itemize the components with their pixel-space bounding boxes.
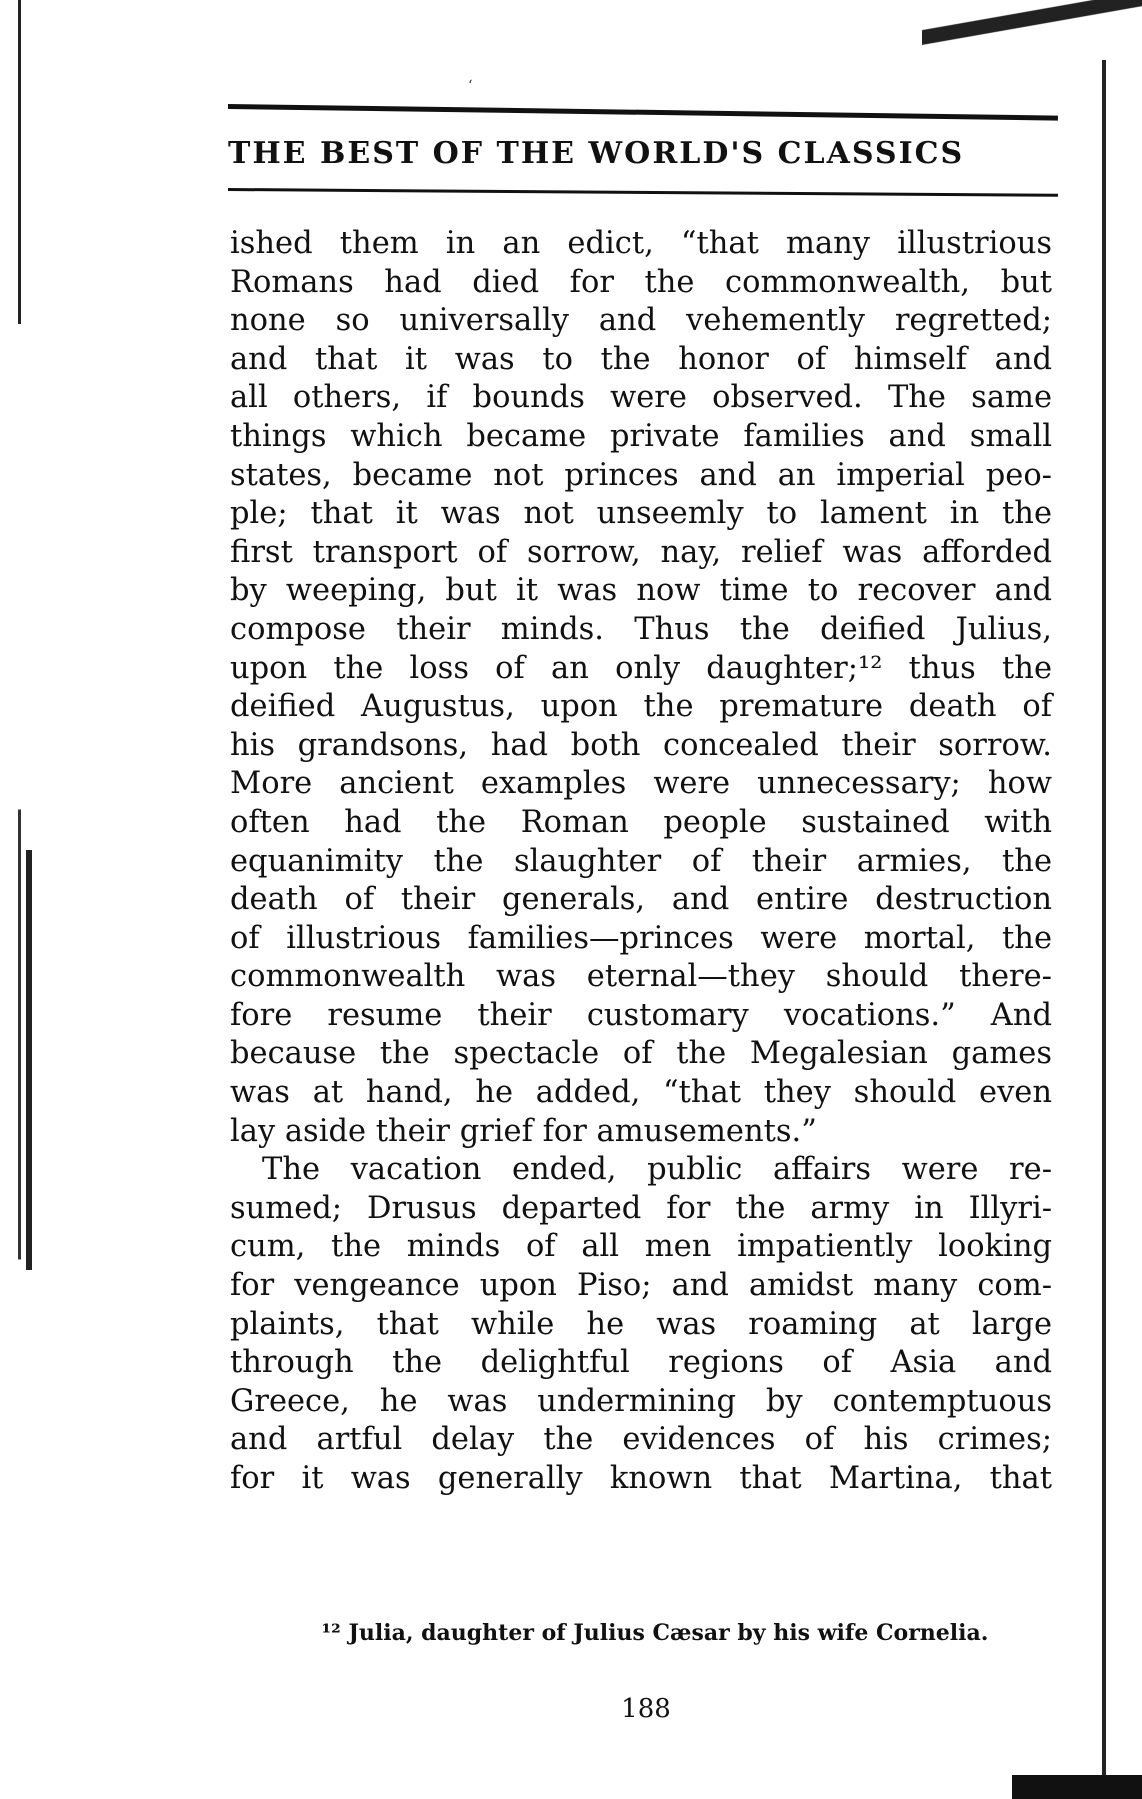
page-header bbox=[228, 104, 1058, 194]
text-line: by weeping, but it was now time to recover and bbox=[230, 573, 1052, 609]
text-line: first transport of sorrow, nay, relief was afforded bbox=[230, 534, 1052, 570]
text-line: commonwealth was eternal—they should there- bbox=[230, 959, 1052, 995]
text-line: often had the Roman people sustained with bbox=[230, 804, 1052, 840]
text-line: things which became private families and small bbox=[230, 418, 1052, 454]
text-line: of illustrious families—princes were mortal, the bbox=[230, 920, 1052, 956]
top-mark: ‘ bbox=[468, 78, 473, 94]
text-line: his grandsons, had both concealed their sorrow. bbox=[230, 727, 1052, 763]
text-line: lay aside their grief for amusements.” bbox=[230, 1113, 817, 1149]
header-rule-bottom bbox=[228, 188, 1058, 197]
text-line: fore resume their customary vocations.” And bbox=[230, 997, 1052, 1033]
text-line: plaints, that while he was roaming at large bbox=[230, 1306, 1052, 1342]
text-line: compose their minds. Thus the deified Julius, bbox=[230, 611, 1052, 647]
text-line: The vacation ended, public affairs were re- bbox=[262, 1152, 1052, 1188]
text-line: all others, if bounds were observed. The same bbox=[230, 380, 1052, 416]
text-line: through the delightful regions of Asia and bbox=[230, 1345, 1052, 1381]
text-line: because the spectacle of the Megalesian games bbox=[230, 1036, 1052, 1072]
text-line: equanimity the slaughter of their armies, the bbox=[230, 843, 1052, 879]
page-corner-bottom bbox=[1012, 1775, 1142, 1799]
page-corner-top bbox=[922, 0, 1142, 60]
text-line: death of their generals, and entire destruction bbox=[230, 882, 1052, 918]
page-number: 188 bbox=[621, 1694, 671, 1724]
running-head: THE BEST OF THE WORLD'S CLASSICS bbox=[228, 136, 965, 171]
header-rule-top bbox=[228, 104, 1058, 121]
text-line: none so universally and vehemently regretted; bbox=[230, 303, 1052, 339]
text-line: and that it was to the honor of himself and bbox=[230, 341, 1052, 377]
text-line: deified Augustus, upon the premature death of bbox=[230, 689, 1052, 725]
text-line: for it was generally known that Martina, that bbox=[230, 1461, 1052, 1496]
scan-edge-left-shadow bbox=[26, 850, 32, 1270]
text-line: for vengeance upon Piso; and amidst many com- bbox=[230, 1268, 1052, 1304]
text-line: ished them in an edict, “that many illustrious bbox=[230, 226, 1052, 261]
text-line: More ancient examples were unnecessary; how bbox=[230, 766, 1052, 802]
text-line: Greece, he was undermining by contemptuous bbox=[230, 1383, 1052, 1419]
text-line: states, became not princes and an imperial peo- bbox=[230, 457, 1052, 493]
body-text bbox=[230, 225, 1052, 1499]
scan-edge-left bbox=[18, 0, 21, 1799]
footnote: ¹² Julia, daughter of Julius Cæsar by his wife Cornelia. bbox=[321, 1620, 989, 1646]
text-line: was at hand, he added, “that they should even bbox=[230, 1075, 1052, 1111]
text-line: cum, the minds of all men impatiently looking bbox=[230, 1229, 1052, 1265]
text-line: Romans had died for the commonwealth, but bbox=[230, 264, 1052, 300]
scan-edge-right bbox=[1102, 10, 1142, 1799]
text-line: upon the loss of an only daughter;¹² thus the bbox=[230, 650, 1052, 686]
text-line: ple; that it was not unseemly to lament in the bbox=[230, 496, 1052, 532]
text-line: sumed; Drusus departed for the army in Illyri- bbox=[230, 1190, 1052, 1226]
text-line: and artful delay the evidences of his crimes; bbox=[230, 1422, 1052, 1458]
